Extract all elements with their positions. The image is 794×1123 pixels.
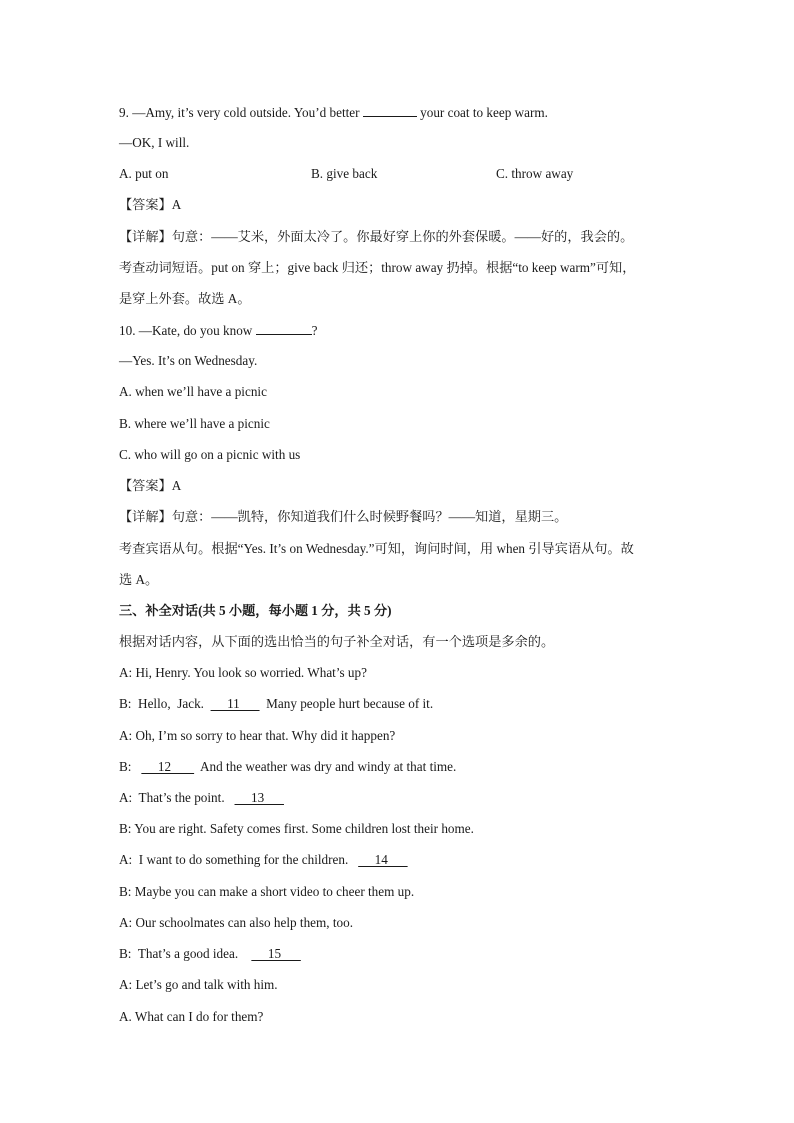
q10-answer-blank <box>256 321 312 335</box>
dialogue-line-4-tail: And the weather was dry and windy at that time. <box>194 759 457 774</box>
q10-detail-line-3: 选 A。 <box>119 572 159 587</box>
q10-prompt-tail: ? <box>311 323 318 338</box>
dialogue-line-11: A: Let’s go and talk with him. <box>119 977 278 992</box>
section-heading: 三、补全对话(共 5 小题，每小题 1 分，共 5 分) <box>119 603 392 618</box>
q10-prompt <box>119 321 684 340</box>
q9-answer: 【答案】A <box>119 197 182 212</box>
q10-detail-line-2: 考查宾语从句。根据“Yes. It’s on Wednesday.”可知，询问时间，用 when 引导宾语从句。故 <box>119 541 634 556</box>
choice-option-a: A. What can I do for them? <box>119 1009 264 1024</box>
dialogue-line-4-text: B: <box>119 759 142 774</box>
blank-15: 15 <box>251 946 301 961</box>
dialogue-line-2-text: B: Hello, Jack. <box>119 696 211 711</box>
dialogue-line-10-text: B: That’s a good idea. <box>119 946 252 961</box>
q9-prompt <box>119 103 684 122</box>
q10-prompt-text: 10. —Kate, do you know <box>119 323 256 338</box>
q9-answer-blank <box>363 103 417 117</box>
q9-detail-line-2: 考查动词短语。put on 穿上；give back 归还；throw away 扔掉。根据“to keep warm”可知， <box>119 260 636 275</box>
dialogue-line-2-tail: Many people hurt because of it. <box>259 696 434 711</box>
dialogue-line-4 <box>119 758 684 776</box>
blank-14: 14 <box>358 852 408 867</box>
blank-13: 13 <box>234 790 284 805</box>
dialogue-line-9: A: Our schoolmates can also help them, too. <box>119 915 354 930</box>
q9-detail-line-3: 是穿上外套。故选 A。 <box>119 291 251 306</box>
dialogue-line-10 <box>119 945 684 963</box>
q9-prompt-text: 9. —Amy, it’s very cold outside. You’d better <box>119 105 363 120</box>
dialogue-line-5 <box>119 789 684 807</box>
q9-detail-line-1: 【详解】句意：——艾米，外面太冷了。你最好穿上你的外套保暖。——好的，我会的。 <box>119 229 634 244</box>
dialogue-line-8: B: Maybe you can make a short video to cheer them up. <box>119 884 415 899</box>
q9-option-c: C. throw away <box>496 166 574 181</box>
dialogue-line-6: B: You are right. Safety comes first. Some children lost their home. <box>119 821 474 836</box>
q9-option-b: B. give back <box>311 166 378 181</box>
dialogue-line-1: A: Hi, Henry. You look so worried. What’s up? <box>119 665 367 680</box>
dialogue-line-3: A: Oh, I’m so sorry to hear that. Why did it happen? <box>119 728 396 743</box>
dialogue-line-7-text: A: I want to do something for the children. <box>119 852 359 867</box>
q9-option-a: A. put on <box>119 166 169 181</box>
q10-option-b: B. where we’ll have a picnic <box>119 416 270 431</box>
q9-prompt-tail: your coat to keep warm. <box>416 105 548 120</box>
q10-answer: 【答案】A <box>119 478 182 493</box>
dialogue-line-2 <box>119 695 684 713</box>
q10-reply: —Yes. It’s on Wednesday. <box>119 353 258 368</box>
q9-reply: —OK, I will. <box>119 135 190 150</box>
q10-option-c: C. who will go on a picnic with us <box>119 447 301 462</box>
blank-11: 11 <box>210 696 260 711</box>
section-instruction: 根据对话内容，从下面的选出恰当的句子补全对话，有一个选项是多余的。 <box>119 634 555 649</box>
q10-detail-line-1: 【详解】句意：——凯特，你知道我们什么时候野餐吗？——知道，星期三。 <box>119 509 568 524</box>
blank-12: 12 <box>141 759 195 774</box>
dialogue-line-7 <box>119 851 684 869</box>
dialogue-line-5-text: A: That’s the point. <box>119 790 235 805</box>
q10-option-a: A. when we’ll have a picnic <box>119 384 267 399</box>
